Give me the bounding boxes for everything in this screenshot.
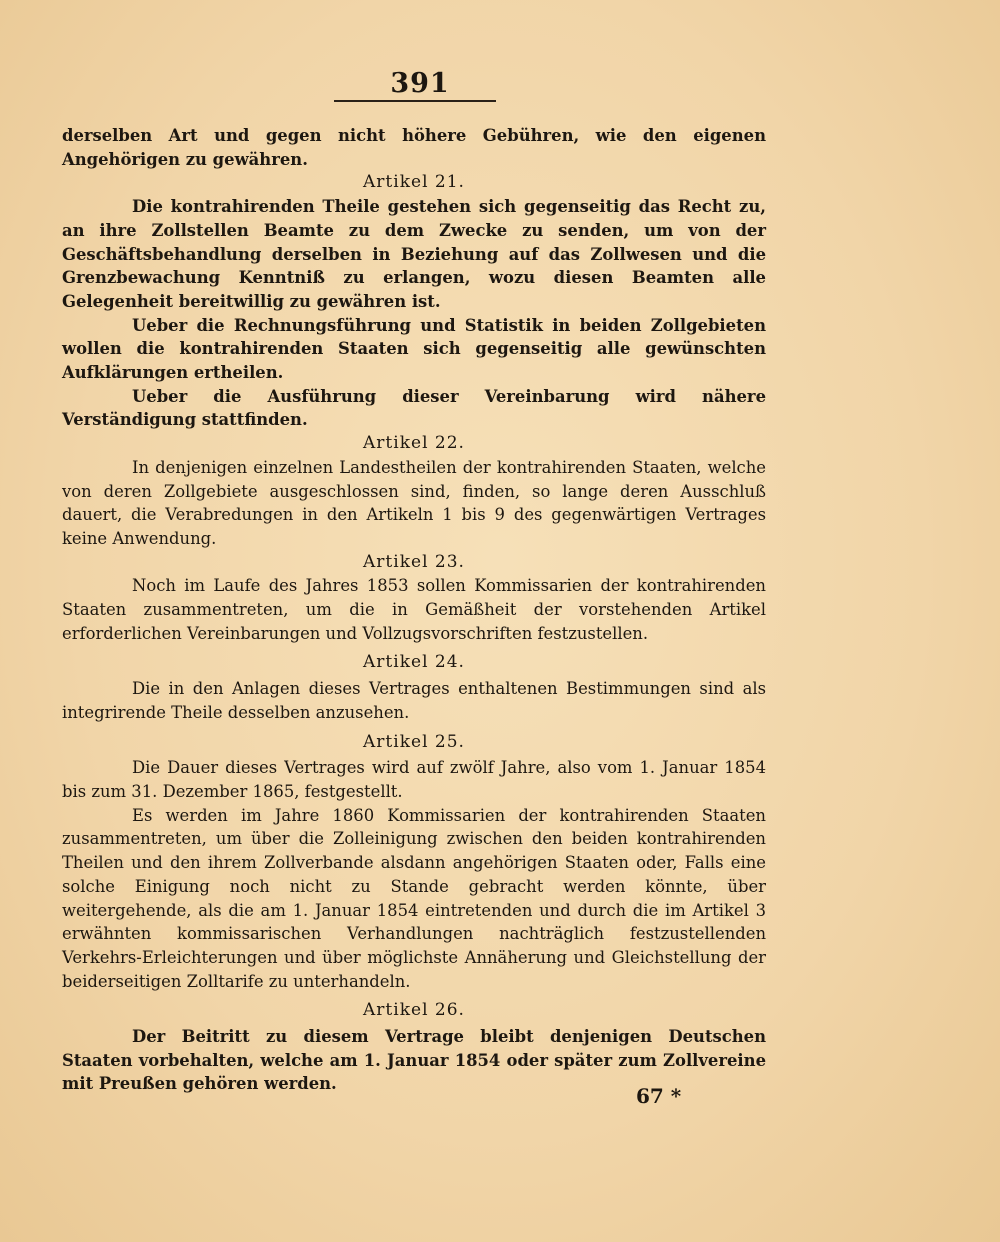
article-24-heading: Artikel 24. bbox=[363, 652, 465, 673]
article-23-paragraph: Noch im Laufe des Jahres 1853 sollen Kommissarien der kontrahirenden Staaten zusammentreten, um die in Gemäßheit der vorstehenden Artikel erforderlichen Vereinbarungen und Vollzugsvorschriften festzustellen. bbox=[62, 576, 766, 643]
article-21-heading: Artikel 21. bbox=[363, 172, 465, 193]
article-22-heading: Artikel 22. bbox=[363, 433, 465, 454]
article-26-paragraph: Der Beitritt zu diesem Vertrage bleibt denjenigen Deutschen Staaten vorbehalten, welche am 1. Januar 1854 oder später zum Zollvereine mit Preußen gehören werden. bbox=[62, 1027, 766, 1094]
paragraph-continuation: derselben Art und gegen nicht höhere Gebühren, wie den eigenen Angehörigen zu gewähren. bbox=[62, 126, 766, 169]
article-25-paragraph-2: Es werden im Jahre 1860 Kommissarien der kontrahirenden Staaten zusammentreten, um über die Zolleinigung zwischen den beiden kontrahirenden Theilen und den ihrem Zollverbande alsdann angehörigen Staaten oder, Falls eine solche Einigung noch nicht zu Stande gebracht werden könnte, über weitergehende, als die am 1. Januar 1854 eintretenden und durch die im Artikel 3 erwähnten kommissarischen Verhandlungen nachträglich festzustellenden Verkehrs-Erleichterungen und über möglichste Annäherung und Gleichstellung der beiderseitigen Zolltarife zu unterhandeln. bbox=[62, 805, 766, 991]
article-25-paragraph-1: Die Dauer dieses Vertrages wird auf zwölf Jahre, also vom 1. Januar 1854 bis zum 31. Dezember 1865, festgestellt. bbox=[62, 758, 766, 801]
document-body bbox=[62, 124, 766, 1096]
article-21-paragraph-1: Die kontrahirenden Theile gestehen sich gegenseitig das Recht zu, an ihre Zollstellen Beamte zu dem Zwecke zu senden, um von der Geschäftsbehandlung derselben in Beziehung auf das Zollwesen und die Grenzbewachung Kenntniß zu erlangen, wozu diesen Beamten alle Gelegenheit bereitwillig zu gewähren ist. bbox=[62, 197, 766, 311]
article-24-paragraph: Die in den Anlagen dieses Vertrages enthaltenen Bestimmungen sind als integrirende Theile desselben anzusehen. bbox=[62, 679, 766, 722]
sheet-signature: 67 * bbox=[636, 1084, 682, 1108]
article-25-heading: Artikel 25. bbox=[363, 731, 465, 752]
header-rule bbox=[334, 100, 496, 102]
article-21-paragraph-2: Ueber die Rechnungsführung und Statistik in beiden Zollgebieten wollen die kontrahirenden Staaten sich gegenseitig alle gewünschten Aufklärungen ertheilen. bbox=[62, 315, 766, 383]
article-22-paragraph: In denjenigen einzelnen Landestheilen der kontrahirenden Staaten, welche von deren Zollgebiete ausgeschlossen sind, finden, so lange deren Ausschluß dauert, die Verabredungen in den Artikeln 1 bis 9 des gegenwärtigen Vertrages keine Anwendung. bbox=[62, 457, 766, 548]
page-number: 391 bbox=[390, 68, 450, 99]
article-26-heading: Artikel 26. bbox=[363, 1000, 465, 1021]
article-21-paragraph-3: Ueber die Ausführung dieser Vereinbarung wird nähere Verständigung stattfinden. bbox=[62, 386, 766, 430]
article-23-heading: Artikel 23. bbox=[363, 551, 465, 572]
